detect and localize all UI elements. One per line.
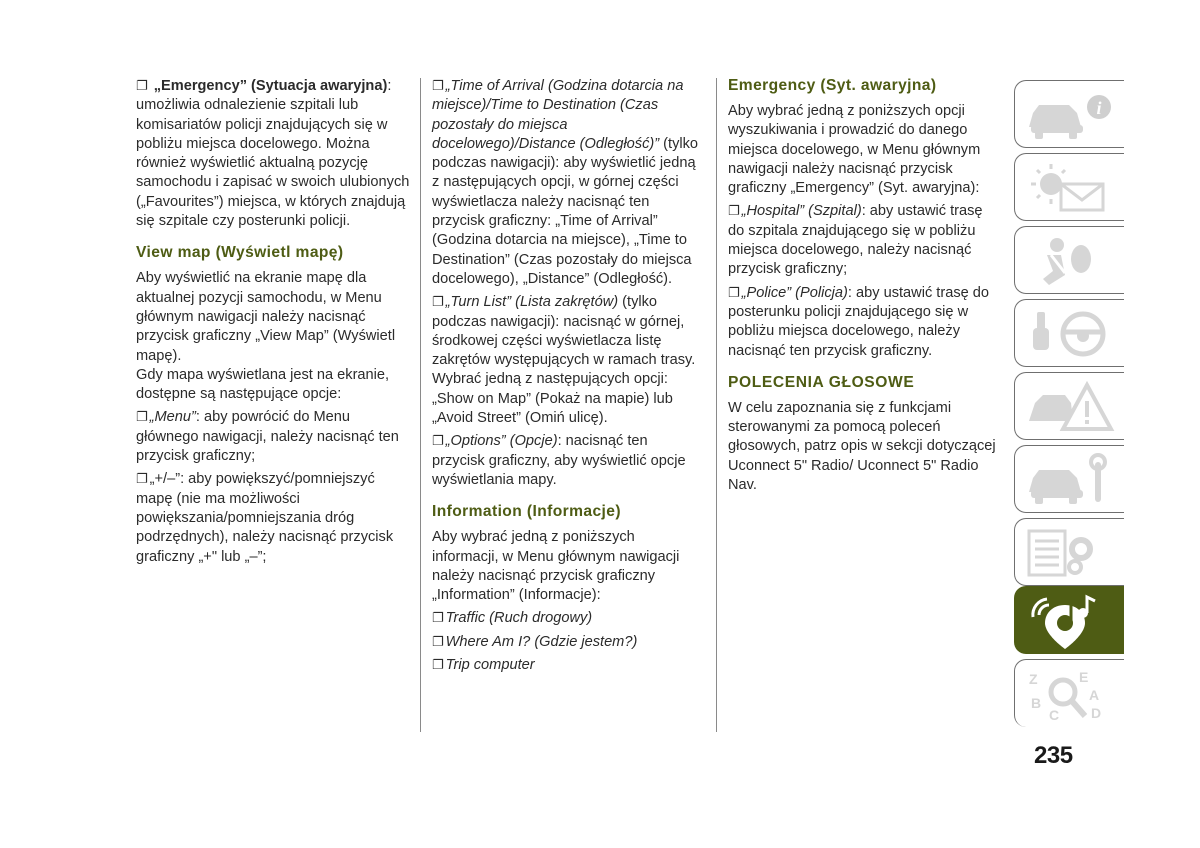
svg-text:Z: Z	[1029, 671, 1038, 687]
tab-starting-driving[interactable]	[1014, 299, 1124, 367]
view-map-heading: View map (Wyświetl mapę)	[136, 244, 344, 262]
car-info-icon	[1025, 87, 1115, 143]
svg-text:i: i	[1096, 98, 1102, 118]
column-3	[728, 76, 1000, 498]
bullet-zoom	[136, 469, 410, 566]
bullet-title: „Hospital” (Szpital)	[741, 203, 862, 220]
bullet-title: „Time of Arrival (Godzina dotarcia na miejsce)/Time to Destination (Czas pozostały do miejsca docelowego)/Distance (Odległość)”	[432, 78, 684, 152]
multimedia-icon	[1025, 593, 1115, 649]
voice-commands-text: W celu zapoznania się z funkcjami sterowanymi za pomocą poleceń głosowych, patrz opis w sekcji dotyczącej Uconnect 5" Radio/ Uconnect 5" Radio Nav.	[728, 399, 996, 494]
bullet-turn-list	[432, 292, 704, 428]
info-item-label: Where Am I? (Gdzie jestem?)	[445, 633, 638, 650]
bullet-box-icon: ❐	[432, 633, 444, 649]
voice-commands-heading: POLECENIA GŁOSOWE	[728, 373, 915, 391]
bullet-text: : aby ustawić trasę do szpitala znajdującego się w pobliżu miejsca docelowego, należy nacisnąć przycisk graficzny;	[728, 203, 983, 278]
bullet-menu	[136, 407, 410, 466]
bullet-text: : aby powrócić do Menu głównego nawigacji, należy nacisnąć ten przycisk graficzny;	[136, 409, 399, 465]
breakdown-triangle-icon	[1025, 379, 1115, 435]
bullet-box-icon: ❐	[136, 78, 148, 93]
bullet-title: „Police” (Policja)	[741, 284, 848, 301]
tab-safety[interactable]	[1014, 226, 1124, 294]
bullet-hospital	[728, 201, 1000, 279]
bullet-box-icon: ❐	[432, 294, 444, 310]
tab-emergency[interactable]	[1014, 372, 1124, 440]
bullet-title: „+/–”	[149, 471, 181, 488]
column-1	[136, 76, 410, 570]
tab-warning-lights[interactable]	[1014, 153, 1124, 221]
info-item-label: Trip computer	[445, 657, 535, 674]
specs-gear-icon	[1025, 525, 1115, 581]
view-map-intro-2: Gdy mapa wyświetlana jest na ekranie, dostępne są następujące opcje:	[136, 366, 390, 403]
svg-text:C: C	[1049, 707, 1060, 722]
bullet-time-of-arrival	[432, 76, 704, 289]
column-divider	[716, 78, 717, 732]
emergency-heading: Emergency (Syt. awaryjna)	[728, 77, 937, 94]
bullet-text: (tylko podczas nawigacji): aby wyświetlić jedną z następujących opcji, w górnej części wyświetlacza należy nacisnąć ten przycisk graficzny: „Time of Arrival” (Godzina dotarcia na miejsce), „Time to Destination” (Czas pozostały do miejsca docelowego), „Distance” (Odległość).	[432, 135, 699, 287]
info-item	[432, 655, 704, 675]
bullet-title: „Options” (Opcje)	[445, 433, 558, 450]
warning-lights-icon	[1025, 160, 1115, 216]
bullet-police	[728, 283, 1000, 361]
airbag-seat-icon	[1025, 233, 1115, 289]
index-search-icon	[1025, 666, 1115, 722]
bullet-box-icon: ❐	[728, 284, 740, 300]
tab-index[interactable]	[1014, 659, 1124, 727]
view-map-intro: Aby wyświetlić na ekranie mapę dla aktualnej pozycji samochodu, w Menu głównym nawigacji należy nacisnąć przycisk graficzny „View Map” (Wyświetl mapę).	[136, 270, 396, 364]
tab-multimedia[interactable]	[1014, 586, 1124, 654]
bullet-emergency	[136, 76, 410, 231]
bullet-box-icon: ❐	[432, 657, 444, 673]
bullet-box-icon: ❐	[432, 78, 444, 93]
information-heading: Information (Informacje)	[432, 503, 621, 521]
steering-key-icon	[1025, 306, 1115, 362]
info-item	[432, 608, 704, 628]
tab-service[interactable]	[1014, 445, 1124, 513]
bullet-text: : aby ustawić trasę do posterunku policji znajdującego się w pobliżu miejsca docelowego, należy nacisnąć ten przycisk graficzny.	[728, 284, 990, 359]
emergency-intro: Aby wybrać jedną z poniższych opcji wyszukiwania i prowadzić do danego miejsca docelowego, w Menu głównym nawigacji należy nacisnąć przycisk graficzny „Emergency” (Syt. awaryjna):	[728, 103, 981, 197]
bullet-box-icon: ❐	[432, 433, 444, 449]
bullet-text: : nacisnąć ten przycisk graficzny, aby wyświetlić opcje wyświetlania mapy.	[432, 433, 686, 488]
svg-text:B: B	[1031, 695, 1042, 711]
svg-text:D: D	[1091, 705, 1102, 721]
bullet-title: „Turn List” (Lista zakrętów)	[445, 294, 619, 311]
svg-text:E: E	[1079, 669, 1089, 685]
column-divider	[420, 78, 421, 732]
page-number: 235	[1034, 742, 1073, 769]
bullet-box-icon: ❐	[136, 409, 148, 425]
bullet-options	[432, 431, 704, 490]
bullet-title: „Emergency” (Sytuacja awaryjna)	[153, 78, 388, 94]
bullet-text: : aby powiększyć/pomniejszyć mapę (nie ma możliwości powiększania/pomniejszania dróg podrzędnych), należy nacisnąć przycisk graficzny „+" lub „–”;	[136, 471, 394, 565]
bullet-text: (tylko podczas nawigacji): nacisnąć w górnej, środkowej części wyświetlacza listę zakrętów występujących w ramach trasy. Wybrać jedną z następujących opcji: „Show on Map” (Pokaż na mapie) lub „Avoid Street” (Omiń ulicę).	[432, 294, 696, 427]
info-item-label: Traffic (Ruch drogowy)	[445, 610, 593, 627]
column-2	[432, 76, 704, 678]
bullet-text: : umożliwia odnalezienie szpitali lub komisariatów policji znajdujących się w pobliżu miejsca docelowego. Można również wyświetlić aktualną pozycję samochodu i zapisać w swoich ulubionych („Favourites”) miejsca, w których znajdują się szpitale czy posterunki policji.	[136, 78, 410, 230]
car-service-icon	[1025, 452, 1115, 508]
tab-specifications[interactable]	[1014, 518, 1124, 586]
bullet-title: „Menu”	[149, 409, 196, 426]
information-intro: Aby wybrać jedną z poniższych informacji, w Menu głównym nawigacji należy nacisnąć przycisk graficzny „Information” (Informacje):	[432, 529, 680, 604]
bullet-box-icon: ❐	[432, 610, 444, 626]
tab-car-info[interactable]	[1014, 80, 1124, 148]
svg-text:A: A	[1089, 687, 1100, 703]
info-item	[432, 632, 704, 652]
bullet-box-icon: ❐	[728, 203, 740, 219]
bullet-box-icon: ❐	[136, 471, 148, 487]
